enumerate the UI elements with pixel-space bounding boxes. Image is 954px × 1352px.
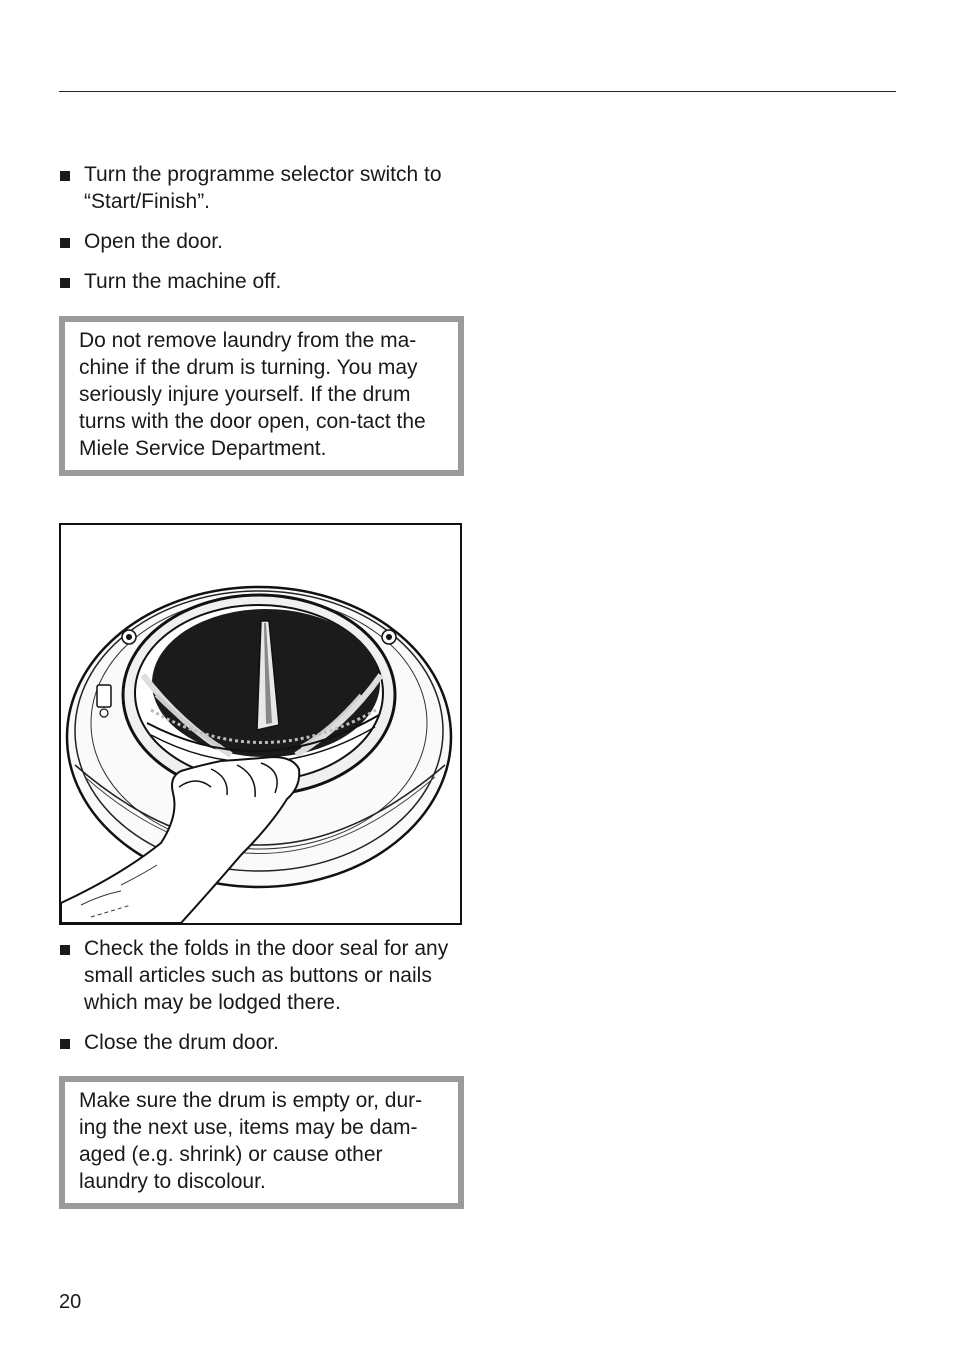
list-item [59, 935, 464, 1016]
steps-list-bottom [59, 935, 464, 1069]
bullet-square-icon [60, 945, 70, 955]
bullet-square-icon [60, 171, 70, 181]
bullet-square-icon [60, 1039, 70, 1049]
hand-checking-door-seal-icon [61, 525, 460, 923]
step-text: Turn the programme selector switch to “Start/Finish”. [84, 163, 442, 213]
bullet-square-icon [60, 238, 70, 248]
step-text: Open the door. [84, 230, 223, 253]
step-text: Turn the machine off. [84, 270, 282, 293]
warning-box-top [59, 316, 464, 476]
list-item [59, 268, 464, 295]
list-item [59, 228, 464, 255]
warning-text: Do not remove laundry from the ma-chine if the drum is turning. You may seriously injure yourself. If the drum turns with the door open, con-tact the Miele Service Department. [79, 329, 426, 460]
header-rule [59, 91, 896, 92]
warning-text: Make sure the drum is empty or, dur-ing the next use, items may be dam-aged (e.g. shrink) or cause other laundry to discolour. [79, 1089, 423, 1193]
list-item [59, 1029, 464, 1056]
illustration-door-seal [59, 523, 462, 925]
bullet-square-icon [60, 278, 70, 288]
warning-box-bottom [59, 1076, 464, 1209]
step-text: Close the drum door. [84, 1031, 279, 1054]
steps-list-top [59, 161, 464, 308]
step-text: Check the folds in the door seal for any small articles such as buttons or nails which may be lodged there. [84, 937, 449, 1014]
page-number: 20 [59, 1291, 82, 1313]
list-item [59, 161, 464, 215]
